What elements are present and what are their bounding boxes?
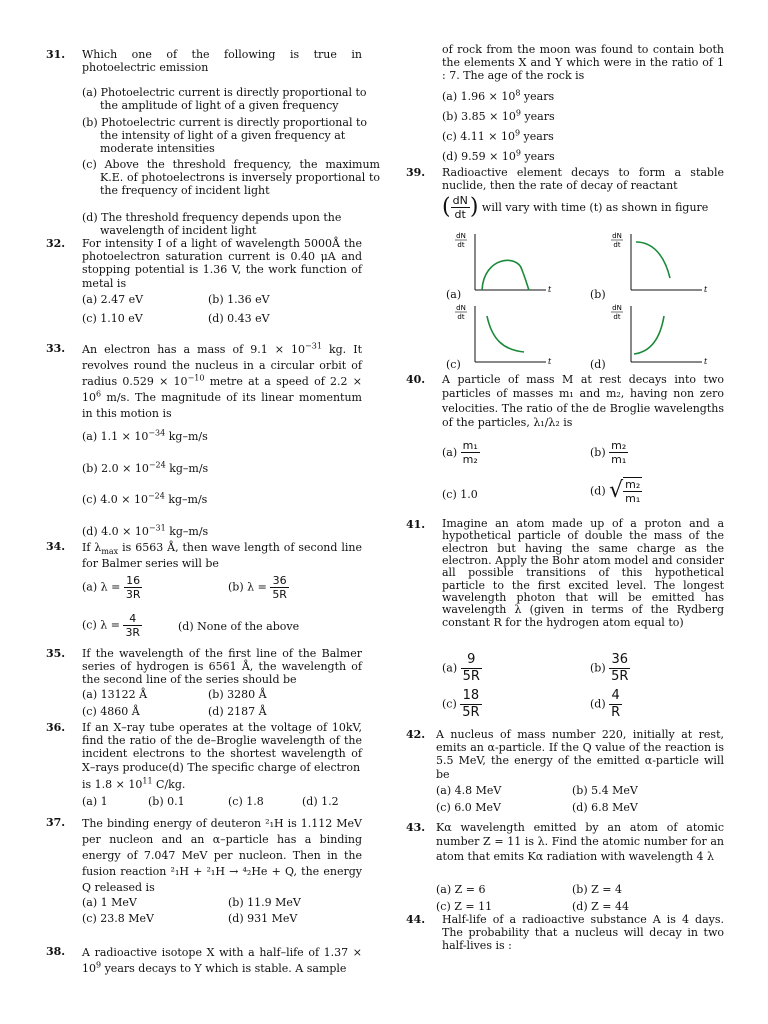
fraction (461, 652, 482, 684)
question-text: A particle of mass M at rest decays into two particles of masses m₁ and m₂, having non zero velocities. The ratio of the de Broglie wavelengths of the particles, λ₁/λ₂ is (442, 373, 724, 429)
rate-expression: ( $\frac{dN}{dt}$ ) will vary with time (t) as shown in figure (442, 194, 709, 222)
question-number: 44. (406, 913, 426, 926)
denominator: m₂ (462, 453, 478, 467)
option-c (442, 688, 482, 720)
option-label: (b) (590, 446, 606, 460)
option-b: (b) 1.36 eV (208, 293, 270, 306)
unit: kg–m/s (164, 493, 208, 506)
option-a: (a) 4.8 MeV (436, 784, 502, 797)
axis-label-y: dN (612, 304, 622, 312)
exponent: 11 (142, 776, 153, 786)
option-c (82, 612, 142, 639)
option-a: (a) 2.47 eV (82, 293, 144, 306)
axis-label-y: dN (612, 232, 622, 240)
fraction (609, 688, 622, 720)
option-d (442, 150, 555, 163)
question-number: 38. (46, 945, 66, 958)
exponent: 8 (515, 88, 521, 98)
option-text: (d) 9.59 × 10 (442, 150, 516, 163)
option-d: (d) None of the above (178, 620, 300, 633)
option-label: (c) (442, 697, 457, 711)
question-text (82, 945, 362, 977)
exponent: 9 (515, 108, 521, 118)
option-label: (a) (442, 661, 458, 675)
option-b: (b) Photoelectric current is directly proportional to the intensity of light of a given frequency at moderate intensities (82, 116, 368, 156)
option-c: (c) Z = 11 (436, 900, 493, 913)
denominator: dt (454, 208, 466, 222)
option-d: (d) √ $\frac{\text{m₂}}{\text{m₁}}$ (590, 477, 641, 506)
numerator: 16 (124, 574, 143, 588)
unit: kg–m/s (165, 430, 208, 443)
option-b: (b) 11.9 MeV (228, 896, 301, 909)
option-c: (c) 6.0 MeV (436, 801, 501, 814)
option-a (82, 430, 208, 443)
axis-label-y: dN (456, 232, 466, 240)
fraction (124, 574, 143, 601)
question-text: Half-life of a radioactive substance A is 4 days. The probability that a nucleus will decay in two half-lives is : (442, 913, 724, 953)
exponent: −31 (305, 341, 322, 351)
numerator: 36 (609, 652, 630, 669)
option-d: (d) 931 MeV (228, 912, 298, 925)
question-text (82, 816, 362, 896)
option-c: (c) Above the threshold frequency, the maximum K.E. of photoelectrons is inversely proportional to the frequency of incident light (82, 158, 380, 198)
text-part: will vary with time (t) as shown in figure (481, 201, 709, 215)
graph-c-label: (c) (446, 358, 461, 371)
text-part: metre at a speed of 2.2 × 10 (82, 374, 362, 404)
unit: years (520, 90, 555, 103)
fraction (609, 439, 628, 466)
text-part: C/kg. (152, 778, 186, 791)
question-text (82, 342, 362, 422)
axis-label-y-denominator: dt (613, 313, 621, 321)
option-label: (c) λ = (82, 618, 120, 632)
isotope: ²₁H (265, 817, 284, 830)
denominator: 5R (462, 668, 480, 684)
option-text: (b) 2.0 × 10 (82, 462, 149, 475)
question-number: 31. (46, 48, 66, 61)
numerator: 36 (270, 574, 289, 588)
option-text: (a) 1.96 × 10 (442, 90, 516, 103)
fraction (461, 439, 480, 466)
option-a: (a) 13122 Å (82, 688, 148, 701)
question-text-cont (82, 778, 185, 791)
graph-a (446, 228, 566, 298)
axis-label-x: t (548, 357, 552, 366)
option-d: (d) The threshold frequency depends upon the wavelength of incident light (82, 211, 342, 238)
numerator: m₂ (611, 439, 627, 452)
option-label: (a) (442, 446, 458, 460)
unit: years (520, 150, 555, 163)
unit: kg–m/s (165, 462, 209, 475)
numerator: dN (452, 194, 468, 207)
text-part: is 1.8 × 10 (82, 778, 143, 791)
question-text: Kα wavelength emitted by an atom of atomic number Z = 11 is λ. Find the atomic number for an atom that emits Kα radiation with wavelength 4 λ (436, 821, 724, 863)
option-a (442, 90, 554, 103)
option-b (590, 439, 628, 466)
option-label: (b) (590, 661, 606, 675)
numerator: 9 (461, 652, 482, 669)
option-c: (c) 1.10 eV (82, 312, 143, 325)
exponent: −34 (148, 428, 166, 438)
exponent: −24 (148, 460, 166, 470)
option-d: (d) Z = 44 (572, 900, 629, 913)
question-number: 42. (406, 728, 426, 741)
question-text: If an X–ray tube operates at the voltage of 10kV, find the ratio of the de–Broglie wavelength of the incident electrons to the shortest wavelength of X–rays produce(d) The specific charge of electron (82, 721, 362, 774)
option-label: (b) λ = (228, 580, 267, 594)
question-text: Which one of the following is true in photoelectric emission (82, 48, 362, 75)
option-c: (c) 23.8 MeV (82, 912, 154, 925)
text-part: The binding energy of deuteron (82, 817, 266, 830)
fraction (460, 688, 481, 720)
axis-label-y-denominator: dt (457, 241, 465, 249)
unit: years (520, 130, 554, 143)
option-d (590, 688, 622, 720)
axis-label-y-denominator: dt (457, 313, 465, 321)
text-part: the energy Q released is (82, 864, 362, 894)
option-c: (c) 1.0 (442, 488, 478, 501)
question-text (82, 540, 362, 572)
exponent: 6 (96, 389, 102, 399)
fraction (270, 574, 289, 601)
graph-b-label: (b) (590, 288, 606, 301)
numerator: 18 (460, 688, 481, 705)
denominator: m₁ (611, 453, 627, 467)
curve (634, 316, 664, 354)
fraction (623, 477, 642, 505)
curve (487, 316, 524, 352)
question-number: 33. (46, 342, 66, 355)
option-a: (a) Z = 6 (436, 883, 486, 896)
question-number: 35. (46, 647, 66, 660)
option-a (442, 439, 480, 466)
denominator: 5R (272, 588, 287, 602)
exponent: −10 (187, 373, 205, 383)
option-text: (a) 1.1 × 10 (82, 430, 149, 443)
curve (636, 242, 670, 278)
denominator: R (611, 704, 621, 720)
graph-a-label: (a) (446, 288, 462, 301)
axis-label-y: dN (456, 304, 466, 312)
question-number: 41. (406, 518, 426, 531)
option-label: (d) (590, 697, 606, 711)
option-b (82, 462, 208, 475)
text-part: An electron has a mass of 9.1 × 10 (82, 343, 306, 356)
question-text: A nucleus of mass number 220, initially at rest, emits an α-particle. If the Q value of the reaction is 5.5 MeV, the energy of the emitted α-particle will be (436, 728, 724, 781)
question-text: For intensity I of a light of wavelength 5000Å the photoelectron saturation current is 0.40 μA and stopping potential is 1.36 V, the work function of metal is (82, 237, 362, 290)
option-label: (d) (590, 484, 606, 498)
axis-label-x: t (548, 285, 552, 294)
option-c: (c) 1.8 (228, 795, 264, 808)
text-part: is 6563 Å, then wave length of second line for Balmer series will be (82, 541, 362, 570)
denominator: m₁ (625, 492, 641, 506)
reaction: ²₁H + ²₁H → ⁴₂He + Q, (170, 864, 297, 878)
unit: kg–m/s (165, 525, 209, 538)
option-c: (c) 4860 Å (82, 705, 140, 718)
option-b (228, 574, 289, 601)
option-d (82, 525, 208, 538)
axis-label-y-denominator: dt (613, 241, 621, 249)
text-part: If λ (82, 541, 102, 554)
option-d: (d) 0.43 eV (208, 312, 270, 325)
option-text: (c) 4.0 × 10 (82, 493, 148, 506)
exponent: −31 (148, 523, 166, 533)
option-b (590, 652, 630, 684)
exponent: 9 (514, 128, 521, 138)
denominator: 5R (462, 704, 480, 720)
option-text: (d) 4.0 × 10 (82, 525, 149, 538)
option-b: (b) 3280 Å (208, 688, 267, 701)
numerator: 4 (123, 612, 142, 626)
question-number: 36. (46, 721, 66, 734)
exponent: 9 (96, 960, 102, 970)
option-a: (a) 1 MeV (82, 896, 137, 909)
graph-b (602, 228, 722, 298)
graph-d (602, 300, 722, 370)
question-text: of rock from the moon was found to contain both the elements X and Y which were in the ratio of 1 : 7. The age of the rock is (442, 43, 724, 83)
unit: years (520, 110, 555, 123)
option-d: (d) 2187 Å (208, 705, 267, 718)
option-label: (a) λ = (82, 580, 121, 594)
graph-d-label: (d) (590, 358, 606, 371)
text-part: kg. It revolves round the nucleus in a circular orbit of radius 0.529 × 10 (82, 343, 362, 388)
option-text: (c) 4.11 × 10 (442, 130, 515, 143)
curve (482, 260, 529, 290)
denominator: 3R (125, 588, 141, 602)
text-part: A radioactive isotope X with a half–life of 1.37 × 10 (82, 946, 362, 975)
option-a: (a) 1 (82, 795, 108, 808)
option-d: (d) 1.2 (302, 795, 339, 808)
option-text: (b) 3.85 × 10 (442, 110, 516, 123)
denominator: 3R (125, 626, 141, 640)
exponent: 9 (515, 148, 521, 158)
axis-label-x: t (704, 285, 708, 294)
question-number: 37. (46, 816, 66, 829)
question-number: 34. (46, 540, 66, 553)
denominator: 5R (611, 668, 629, 684)
option-b: (b) Z = 4 (572, 883, 622, 896)
text-part: m/s. The magnitude of its linear momentum in this motion is (82, 390, 362, 420)
option-a (442, 652, 482, 684)
fraction (609, 652, 630, 684)
option-c (442, 130, 554, 143)
option-c (82, 493, 207, 506)
graph-c (446, 300, 566, 370)
fraction (123, 612, 142, 639)
question-text: Radioactive element decays to form a stable nuclide, then the rate of decay of reactant (442, 166, 724, 193)
axis-label-x: t (704, 357, 708, 366)
option-b: (b) 0.1 (148, 795, 185, 808)
question-text: If the wavelength of the first line of the Balmer series of hydrogen is 6561 Å, the wavelength of the second line of the series should be (82, 647, 362, 687)
numerator: 4 (609, 688, 622, 705)
text-part: is 1.112 MeV per nucleon and an α–particle has a binding energy of 7.047 MeV per nucleon. Then in the fusion reaction (82, 817, 362, 878)
question-text: Imagine an atom made up of a proton and a hypothetical particle of double the mass of the electron but having the same charge as the electron. Apply the Bohr atom model and consider all possible transitions of this hypothetical particle to the first excited level. The longest wavelength photon that will be emitted has wavelength λ (given in terms of the Rydberg constant R for the hydrogen atom equal to) (442, 517, 724, 629)
text-part: years decays to Y which is stable. A sample (101, 961, 347, 975)
question-number: 39. (406, 166, 426, 179)
option-a: (a) Photoelectric current is directly proportional to the amplitude of light of a given frequency (82, 86, 367, 113)
question-number: 32. (46, 237, 66, 250)
fraction (451, 194, 470, 221)
option-d: (d) 6.8 MeV (572, 801, 638, 814)
option-a (82, 574, 142, 601)
question-number: 40. (406, 373, 426, 386)
option-b (442, 110, 555, 123)
numerator: m₂ (625, 478, 641, 491)
subscript: max (101, 547, 119, 557)
option-b: (b) 5.4 MeV (572, 784, 638, 797)
exponent: −24 (147, 491, 165, 501)
question-number: 43. (406, 821, 426, 834)
numerator: m₁ (462, 439, 478, 452)
